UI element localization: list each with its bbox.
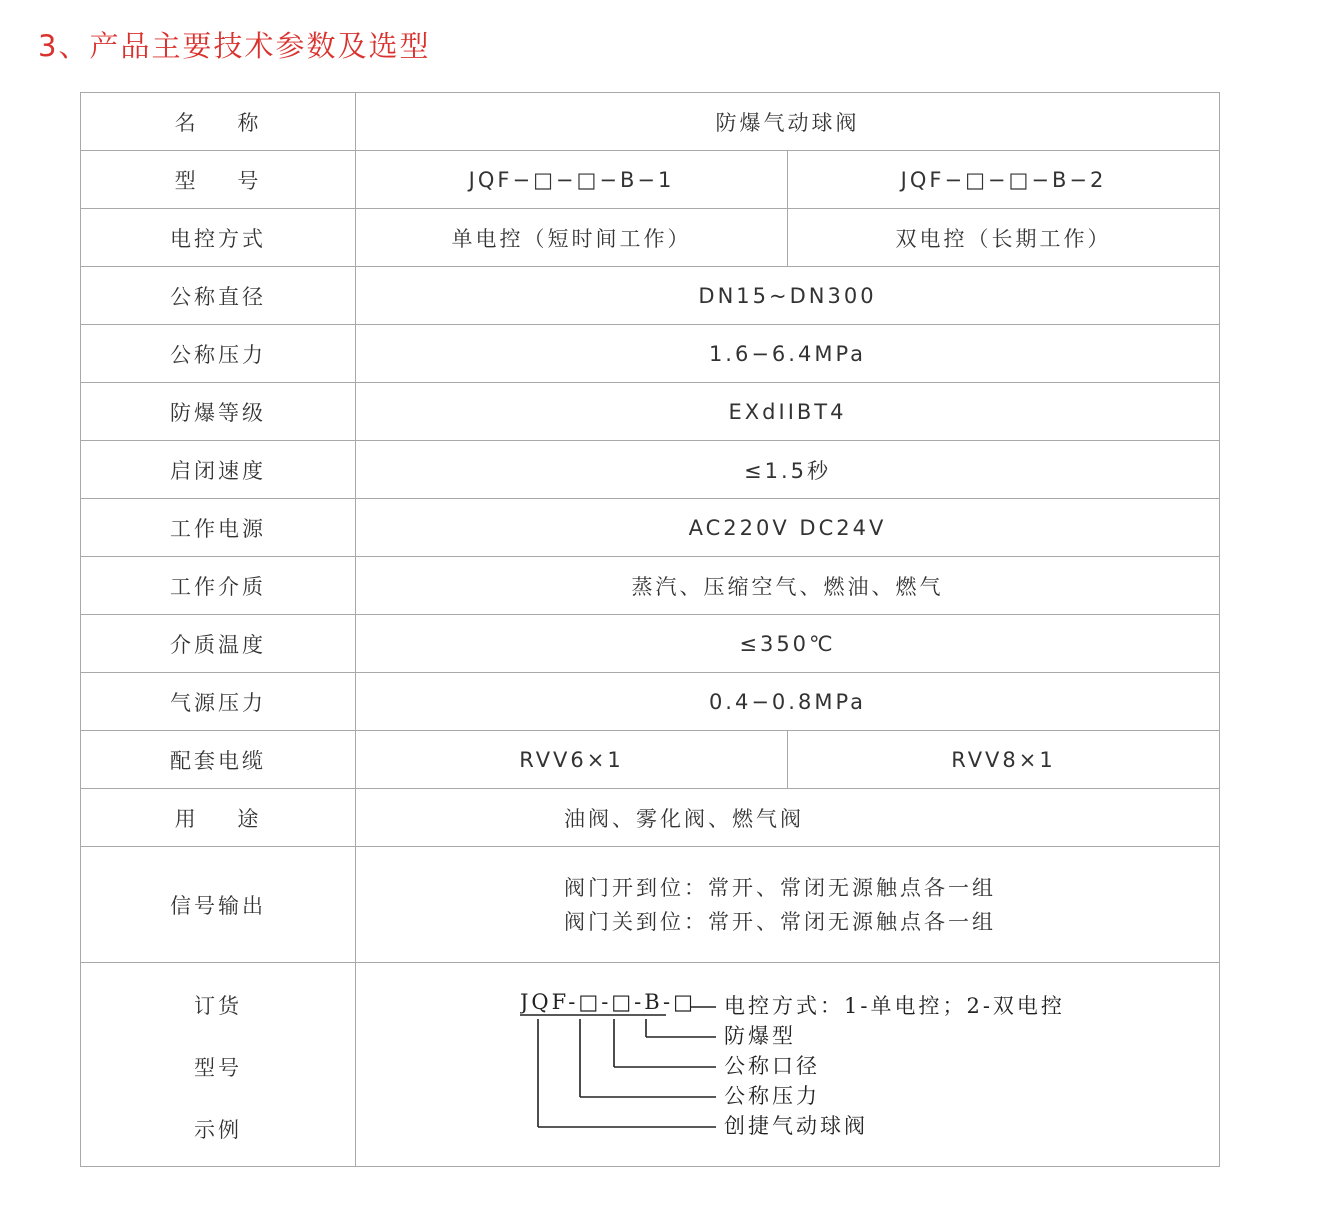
section-title: 3、产品主要技术参数及选型 xyxy=(38,29,431,63)
row-label-speed: 启闭速度 xyxy=(81,441,356,499)
row-label-signal: 信号输出 xyxy=(81,847,356,963)
signal-line-open: 阀门开到位：常开、常闭无源触点各一组 xyxy=(564,875,996,900)
row-label-usage: 用 途 xyxy=(81,789,356,847)
table-row-control xyxy=(81,209,1220,267)
row-label-medium-temp: 介质温度 xyxy=(81,615,356,673)
order-code-diagram xyxy=(520,987,1080,1147)
row-value-diameter: DN15~DN300 xyxy=(356,267,1220,325)
row-label-cable: 配套电缆 xyxy=(81,731,356,789)
table-row-speed xyxy=(81,441,1220,499)
row-label-pressure: 公称压力 xyxy=(81,325,356,383)
table-row-explosion xyxy=(81,383,1220,441)
row-value-cable-2: RVV8×1 xyxy=(788,731,1220,789)
row-value-medium: 蒸汽、压缩空气、燃油、燃气 xyxy=(356,557,1220,615)
row-label-explosion: 防爆等级 xyxy=(81,383,356,441)
row-value-speed: ≤1.5秒 xyxy=(356,441,1220,499)
row-value-control-1: 单电控（短时间工作） xyxy=(356,209,788,267)
table-row-medium-temp xyxy=(81,615,1220,673)
table-row-pressure xyxy=(81,325,1220,383)
table-row-model xyxy=(81,151,1220,209)
row-label-order xyxy=(81,963,356,1167)
row-value-signal xyxy=(356,847,1220,963)
order-label-3: 示例 xyxy=(194,1117,242,1142)
row-value-pressure: 1.6−6.4MPa xyxy=(356,325,1220,383)
desc-pressure: 公称压力 xyxy=(724,1084,820,1108)
spec-table xyxy=(80,92,1220,1167)
row-value-model-1: JQF−□−□−B−1 xyxy=(356,151,788,209)
row-label-air-pressure: 气源压力 xyxy=(81,673,356,731)
row-label-name: 名 称 xyxy=(81,93,356,151)
row-label-power: 工作电源 xyxy=(81,499,356,557)
desc-control: 电控方式：1-单电控；2-双电控 xyxy=(724,994,1065,1018)
table-row-air-pressure xyxy=(81,673,1220,731)
desc-explosion: 防爆型 xyxy=(724,1024,796,1048)
signal-line-close: 阀门关到位：常开、常闭无源触点各一组 xyxy=(564,909,996,934)
row-value-power: AC220V DC24V xyxy=(356,499,1220,557)
row-value-model-2: JQF−□−□−B−2 xyxy=(788,151,1220,209)
table-row-usage xyxy=(81,789,1220,847)
row-label-model: 型 号 xyxy=(81,151,356,209)
row-label-medium: 工作介质 xyxy=(81,557,356,615)
table-row-order xyxy=(81,963,1220,1167)
row-value-medium-temp: ≤350℃ xyxy=(356,615,1220,673)
order-label-stack xyxy=(81,986,355,1144)
usage-text: 油阀、雾化阀、燃气阀 xyxy=(564,806,804,831)
table-row-name xyxy=(81,93,1220,151)
table-row-signal xyxy=(81,847,1220,963)
desc-diameter: 公称口径 xyxy=(724,1054,820,1078)
row-value-control-2: 双电控（长期工作） xyxy=(788,209,1220,267)
desc-brand: 创捷气动球阀 xyxy=(724,1114,868,1138)
table-row-power xyxy=(81,499,1220,557)
order-example-cell xyxy=(356,963,1220,1167)
row-value-name: 防爆气动球阀 xyxy=(356,93,1220,151)
table-row-medium xyxy=(81,557,1220,615)
row-value-explosion: EXdIIBT4 xyxy=(356,383,1220,441)
row-label-control: 电控方式 xyxy=(81,209,356,267)
row-value-cable-1: RVV6×1 xyxy=(356,731,788,789)
table-row-diameter xyxy=(81,267,1220,325)
table-row-cable xyxy=(81,731,1220,789)
order-label-1: 订货 xyxy=(194,993,242,1018)
order-label-2: 型号 xyxy=(194,1055,242,1080)
row-value-air-pressure: 0.4−0.8MPa xyxy=(356,673,1220,731)
order-code: JQF-□-□-B-□ xyxy=(520,990,696,1014)
row-value-usage xyxy=(356,789,1220,847)
row-label-diameter: 公称直径 xyxy=(81,267,356,325)
